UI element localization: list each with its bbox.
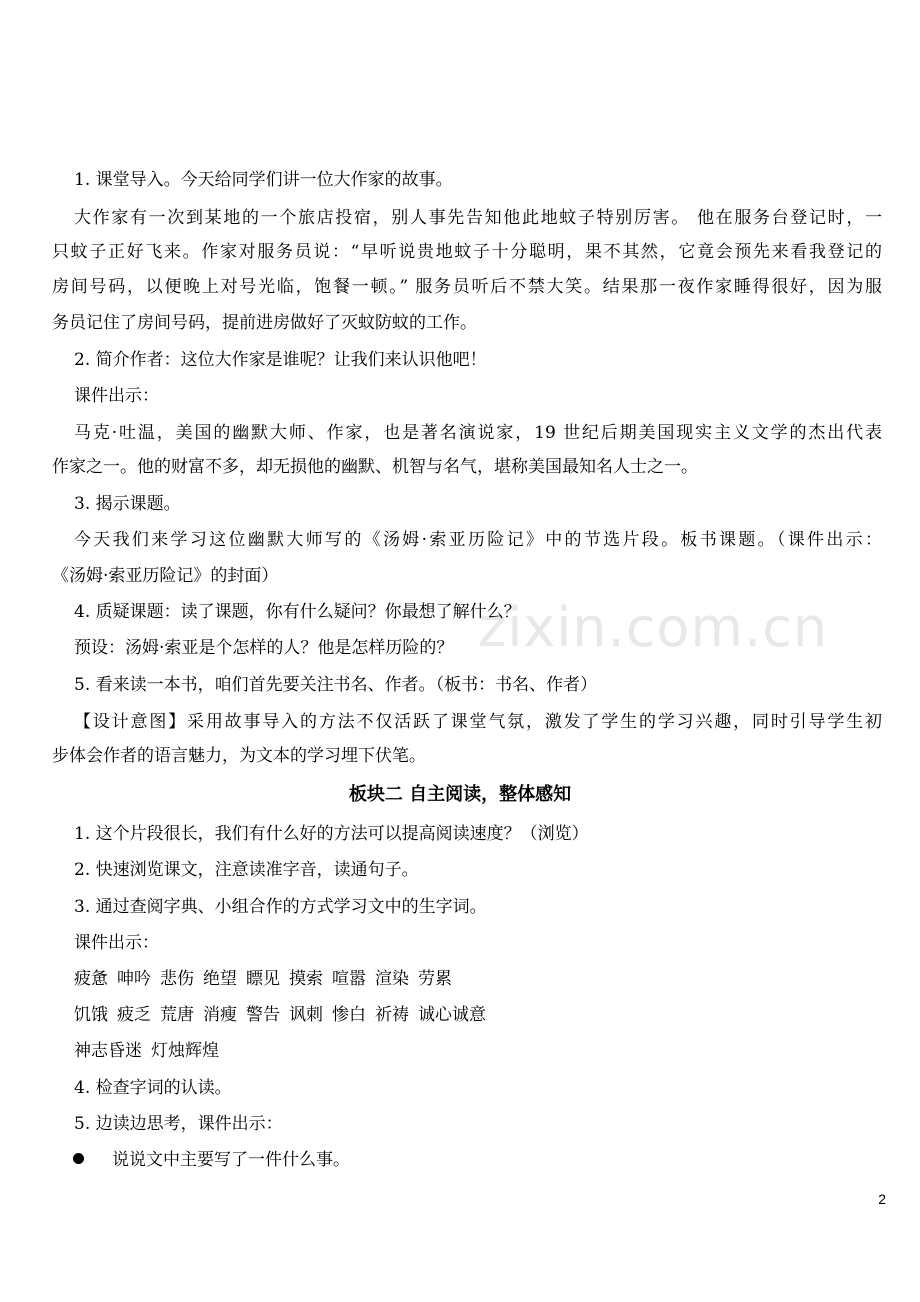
paragraph-author-intro: 2. 简介作者：这位大作家是谁呢？让我们来认识他吧！ [74,350,487,370]
step-read-think: 5. 边读边思考，课件出示： [74,1114,283,1134]
topic-line-1: 今天我们来学习这位幽默大师写的《汤姆·索亚历险记》中的节选片段。板书课题。（课件出示： [74,530,882,550]
paragraph-question-topic: 4. 质疑课题：读了课题，你有什么疑问？你最想了解什么？ [74,602,521,622]
vocab-word: 祈祷 [375,1005,409,1025]
watermark: zixin.com.cn [478,596,829,659]
section-heading: 板块二 自主阅读，整体感知 [348,784,572,805]
vocab-word: 警告 [246,1005,280,1025]
vocab-word: 灯烛辉煌 [151,1041,219,1061]
author-bio-line-2: 作家之一。他的财富不多，却无损他的幽默、机智与名气，堪称美国最知名人士之一。 [52,457,698,477]
courseware-label-2: 课件出示： [74,933,159,953]
story-line-2: 只蚊子正好飞来。作家对服务员说：“早听说贵地蚊子十分聪明，果不其然，它竟会预先来看我登记的 [52,242,882,262]
vocab-word: 喧嚣 [332,969,366,989]
vocab-word: 摸索 [289,969,323,989]
page-number: 2 [878,1191,886,1207]
vocab-word: 饥饿 [74,1005,108,1025]
vocab-row-2 [74,1005,882,1025]
vocab-word: 绝望 [203,969,237,989]
vocab-word: 诚心诚意 [418,1005,486,1025]
design-intent-line-1: 【设计意图】采用故事导入的方法不仅活跃了课堂气氛，激发了学生的学习兴趣，同时引导学生初 [74,712,882,732]
paragraph-book-attention: 5. 看来读一本书，咱们首先要关注书名、作者。（板书：书名、作者） [74,675,598,695]
vocab-word: 疲乏 [117,1005,151,1025]
design-intent-line-2: 步体会作者的语言魅力，为文本的学习埋下伏笔。 [52,746,426,766]
bullet-item: 说说文中主要写了一件什么事。 [112,1150,350,1170]
vocab-word: 讽刺 [289,1005,323,1025]
step-check-words: 4. 检查字词的认读。 [74,1078,232,1098]
story-line-4: 务员记住了房间号码，提前进房做好了灭蚊防蚊的工作。 [52,313,477,333]
author-bio-line-1: 马克·吐温，美国的幽默大师、作家，也是著名演说家，19 世纪后期美国现实主义文学的杰出代表 [74,423,882,443]
vocab-word: 悲伤 [160,969,194,989]
vocab-word: 神志昏迷 [74,1041,142,1061]
vocab-word: 惨白 [332,1005,366,1025]
story-line-1: 大作家有一次到某地的一个旅店投宿，别人事先告知他此地蚊子特别厉害。 他在服务台登记时，一 [74,208,882,228]
vocab-word: 疲惫 [74,969,108,989]
vocab-word: 呻吟 [117,969,151,989]
topic-line-2: 《汤姆·索亚历险记》的封面） [52,566,279,586]
step-learn-words: 3. 通过查阅字典、小组合作的方式学习文中的生字词。 [74,897,487,917]
paragraph-reveal-topic: 3. 揭示课题。 [74,494,181,514]
vocab-word: 劳累 [418,969,452,989]
step-reading-speed: 1. 这个片段很长，我们有什么好的方法可以提高阅读速度？（浏览） [74,824,589,844]
preset-question: 预设：汤姆·索亚是个怎样的人？他是怎样历险的？ [74,638,454,658]
vocab-word: 瞟见 [246,969,280,989]
vocab-row-3 [74,1041,882,1061]
vocab-word: 消瘦 [203,1005,237,1025]
step-browse-text: 2. 快速浏览课文，注意读准字音，读通句子。 [74,860,419,880]
story-line-3: 房间号码，以便晚上对号光临，饱餐一顿。” 服务员听后不禁大笑。结果那一夜作家睡得很好，因为服 [52,277,882,297]
vocab-row-1 [74,969,882,989]
vocab-word: 荒唐 [160,1005,194,1025]
vocab-word: 渲染 [375,969,409,989]
paragraph-lesson-intro: 1. 课堂导入。今天给同学们讲一位大作家的故事。 [74,170,453,190]
bullet-icon [73,1153,84,1164]
courseware-label: 课件出示： [74,386,159,406]
